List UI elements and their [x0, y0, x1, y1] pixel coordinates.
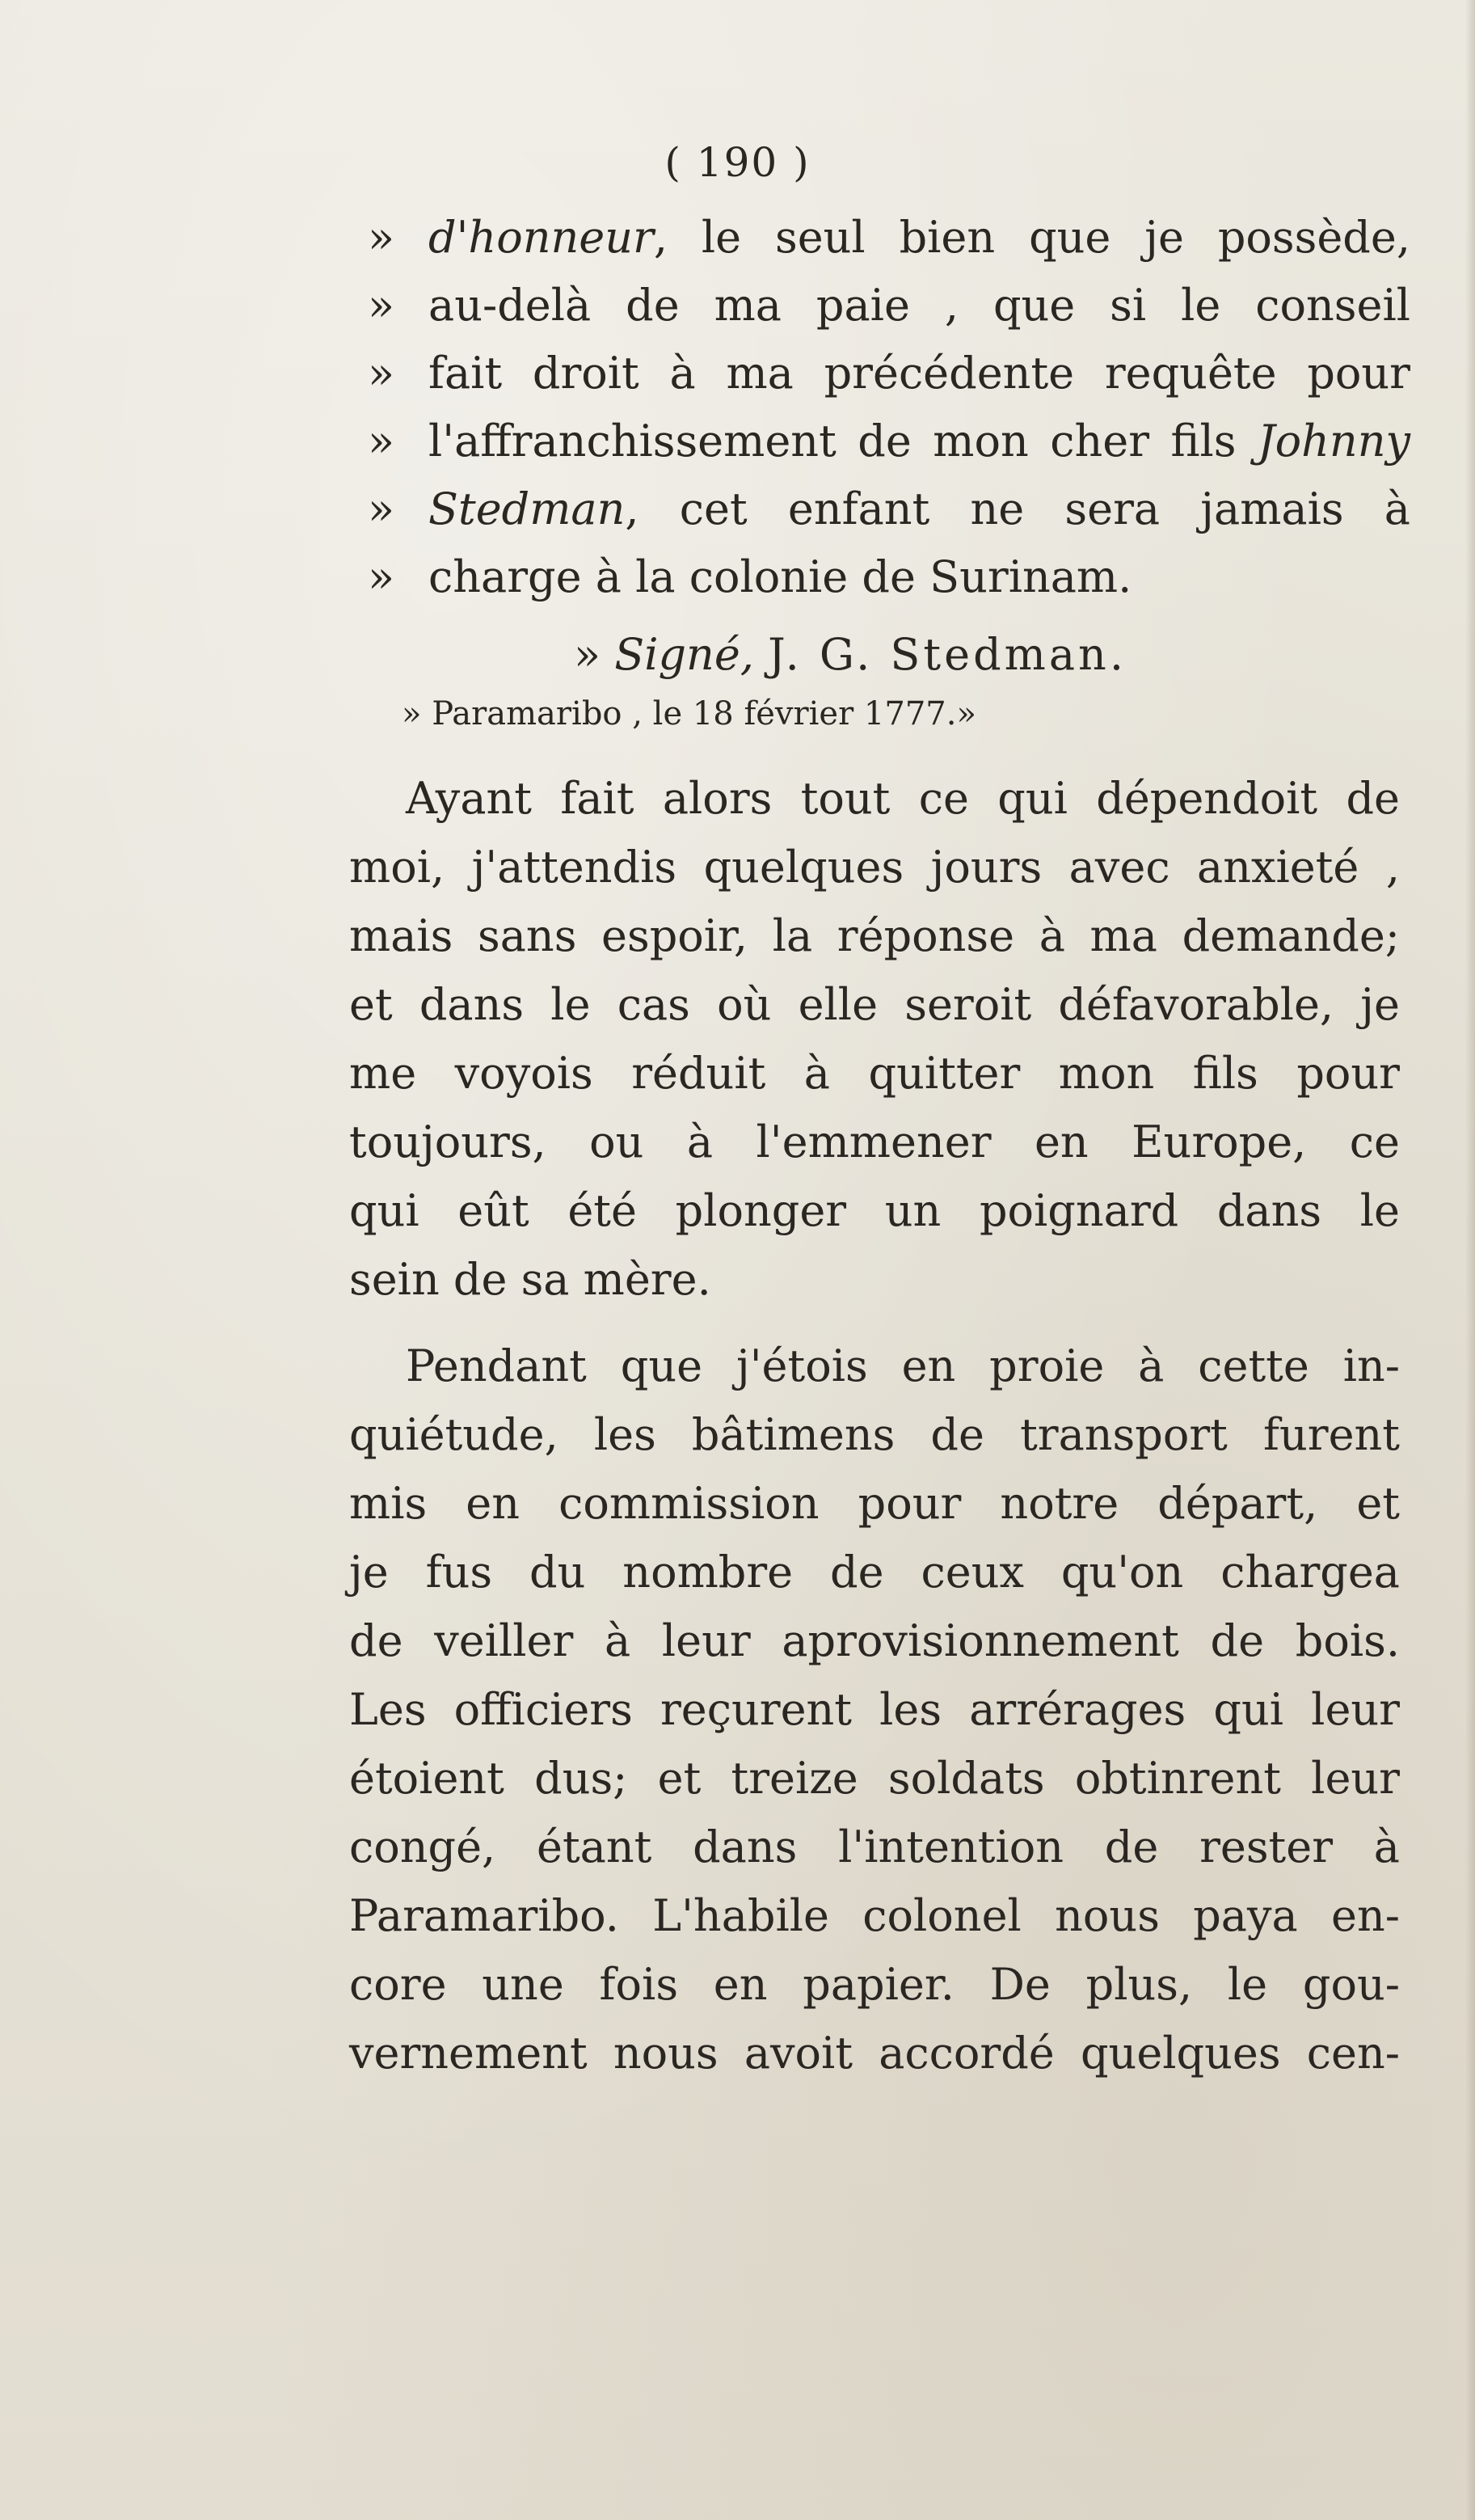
quote-line [368, 204, 1410, 272]
text-line: vernement nous avoit accordé quelques cen- [349, 2028, 1400, 2079]
quote-mark: » [368, 212, 395, 263]
text-line: étoient dus; et treize soldats obtinrent leur [349, 1753, 1400, 1804]
text-line: Ayant fait alors tout ce qui dépendoit de [406, 773, 1400, 824]
text-line: je fus du nombre de ceux qu'on chargea [349, 1547, 1400, 1598]
text-line: de veiller à leur aprovisionnement de bois. [349, 1615, 1400, 1666]
quote-text: au-delà de ma paie , que si le conseil [428, 280, 1410, 331]
quote-text: charge à la colonie de Surinam. [428, 551, 1132, 602]
signature-name: J. G. Stedman. [768, 629, 1127, 680]
text-line: et dans le cas où elle seroit défavorable, je [349, 979, 1400, 1030]
text-line: me voyois réduit à quitter mon fils pour [349, 1048, 1400, 1099]
body-text [349, 764, 1400, 2087]
quote-mark: » [368, 551, 395, 602]
quote-line [368, 475, 1410, 543]
text-line: core une fois en papier. De plus, le gou- [349, 1959, 1400, 2010]
quote-text: , cet enfant ne sera jamais à [625, 483, 1410, 534]
date-line: » Paramaribo , le 18 février 1777.» [402, 695, 976, 732]
quote-italic: d'honneur [428, 212, 654, 263]
text-line: quiétude, les bâtimens de transport furent [349, 1409, 1400, 1460]
quote-mark: » [368, 483, 395, 534]
quote-italic: Johnny [1258, 416, 1410, 466]
quote-line [368, 543, 1410, 611]
text-line: toujours, ou à l'emmener en Europe, ce [349, 1116, 1400, 1167]
text-line: mais sans espoir, la réponse à ma demande; [349, 910, 1400, 961]
quote-line [368, 272, 1410, 340]
signature-prefix: » [574, 629, 615, 680]
text-line: Pendant que j'étois en proie à cette in- [406, 1340, 1400, 1391]
text-line: sein de sa mère. [349, 1254, 711, 1305]
page-edge-shadow [1465, 0, 1475, 2520]
quote-text: fait droit à ma précédente requête pour [428, 348, 1410, 399]
paragraph-gap [349, 1314, 1400, 1332]
signature-signed: Signé, [614, 629, 754, 680]
quote-text: , le seul bien que je possède, [653, 212, 1410, 263]
quote-text: l'affranchissement de mon cher fils [428, 416, 1258, 466]
signature-line [574, 621, 1127, 689]
quote-mark: » [368, 348, 395, 399]
page-number: ( 190 ) [664, 139, 811, 186]
text-line: congé, étant dans l'intention de rester à [349, 1821, 1400, 1872]
text-line: moi, j'attendis quelques jours avec anxieté , [349, 842, 1400, 893]
quote-line [368, 340, 1410, 407]
quote-mark: » [368, 280, 395, 331]
text-line: Les officiers reçurent les arrérages qui leur [349, 1684, 1400, 1735]
quote-line [368, 407, 1410, 475]
quote-italic: Stedman [428, 483, 626, 534]
quote-mark: » [368, 416, 395, 466]
letter-quote [368, 204, 1410, 611]
text-line: qui eût été plonger un poignard dans le [349, 1185, 1400, 1236]
text-line: Paramaribo. L'habile colonel nous paya en- [349, 1890, 1400, 1941]
text-line: mis en commission pour notre départ, et [349, 1478, 1400, 1529]
